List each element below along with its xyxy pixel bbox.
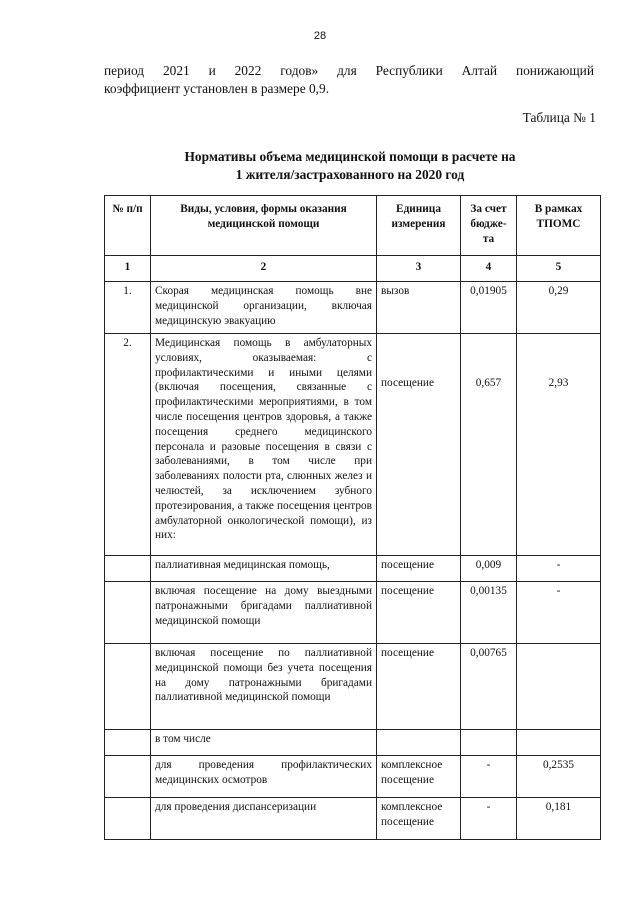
- row-tpoms: [517, 644, 601, 730]
- row-budget: 0,00765: [461, 644, 517, 730]
- header-tpoms: В рамках ТПОМС: [517, 196, 601, 256]
- row-desc: Медицинская помощь в амбулаторных условиях, оказываемая: с профилактическими и иными целями (включая посещения, связанные с профилактическими мероприятиями, в том числе посещения центров здоровья, а также посещения среднего медицинского персонала и разовые посещения в связи с заболеваниями, в том числе при заболеваниях полости рта, слюнных желез и челюстей, за исключением зубного протезирования, а также посещения центров амбулаторной онкологической помощи), из них:: [151, 334, 377, 556]
- row-budget: [461, 730, 517, 756]
- row-tpoms: [517, 730, 601, 756]
- row-num: [105, 798, 151, 840]
- header-num: № п/п: [105, 196, 151, 256]
- column-index-cell: 4: [461, 256, 517, 282]
- row-num: [105, 756, 151, 798]
- column-index-row: [105, 256, 601, 282]
- row-budget: -: [461, 756, 517, 798]
- table-row: [105, 334, 601, 556]
- row-num: [105, 644, 151, 730]
- row-unit: посещение: [377, 334, 461, 556]
- table-row: [105, 282, 601, 334]
- column-index-cell: 1: [105, 256, 151, 282]
- table-title-line-2: 1 жителя/застрахованного на 2020 год: [235, 167, 465, 182]
- row-desc: Скорая медицинская помощь вне медицинской организации, включая медицинскую эвакуацию: [151, 282, 377, 334]
- row-budget: 0,00135: [461, 582, 517, 644]
- row-unit: посещение: [377, 582, 461, 644]
- row-desc: в том числе: [151, 730, 377, 756]
- row-desc: паллиативная медицинская помощь,: [151, 556, 377, 582]
- row-unit: комплексное посещение: [377, 798, 461, 840]
- column-index-cell: 3: [377, 256, 461, 282]
- row-num: [105, 556, 151, 582]
- row-budget: -: [461, 798, 517, 840]
- row-budget: 0,009: [461, 556, 517, 582]
- row-desc: для проведения диспансеризации: [151, 798, 377, 840]
- row-unit: посещение: [377, 556, 461, 582]
- row-num: [105, 730, 151, 756]
- row-unit: [377, 730, 461, 756]
- row-tpoms: -: [517, 556, 601, 582]
- row-num: 2.: [105, 334, 151, 556]
- table-row: [105, 798, 601, 840]
- table-title-line-1: Нормативы объема медицинской помощи в расчете на: [184, 149, 516, 164]
- column-index-cell: 5: [517, 256, 601, 282]
- table-row: [105, 582, 601, 644]
- row-tpoms: 2,93: [517, 334, 601, 556]
- table-reference: Таблица № 1: [522, 110, 596, 125]
- row-desc: включая посещение на дому выездными патронажными бригадами паллиативной медицинской помощи: [151, 582, 377, 644]
- row-unit: посещение: [377, 644, 461, 730]
- row-num: [105, 582, 151, 644]
- header-type: Виды, условия, формы оказания медицинской помощи: [151, 196, 377, 256]
- table-header-row: [105, 196, 601, 256]
- norms-table: [104, 195, 601, 840]
- row-desc: для проведения профилактических медицинских осмотров: [151, 756, 377, 798]
- row-budget: 0,657: [461, 334, 517, 556]
- table-row: [105, 730, 601, 756]
- header-budget: За счет бюдже-та: [461, 196, 517, 256]
- row-unit: комплексное посещение: [377, 756, 461, 798]
- table-row: [105, 556, 601, 582]
- row-unit: вызов: [377, 282, 461, 334]
- row-tpoms: 0,2535: [517, 756, 601, 798]
- intro-line-2: коэффициент установлен в размере 0,9.: [104, 81, 330, 96]
- header-unit: Единица измерения: [377, 196, 461, 256]
- intro-line-1: период 2021 и 2022 годов» для Республики Алтай понижающий: [104, 63, 594, 78]
- row-tpoms: -: [517, 582, 601, 644]
- row-num: 1.: [105, 282, 151, 334]
- row-budget: 0,01905: [461, 282, 517, 334]
- row-tpoms: 0,29: [517, 282, 601, 334]
- table-row: [105, 756, 601, 798]
- column-index-cell: 2: [151, 256, 377, 282]
- intro-paragraph: [104, 62, 594, 98]
- table-title: [104, 148, 596, 184]
- table-row: [105, 644, 601, 730]
- row-desc: включая посещение по паллиативной медицинской помощи без учета посещения на дому патронажными бригадами паллиативной медицинской помощи: [151, 644, 377, 730]
- row-tpoms: 0,181: [517, 798, 601, 840]
- page-number: 28: [313, 30, 327, 42]
